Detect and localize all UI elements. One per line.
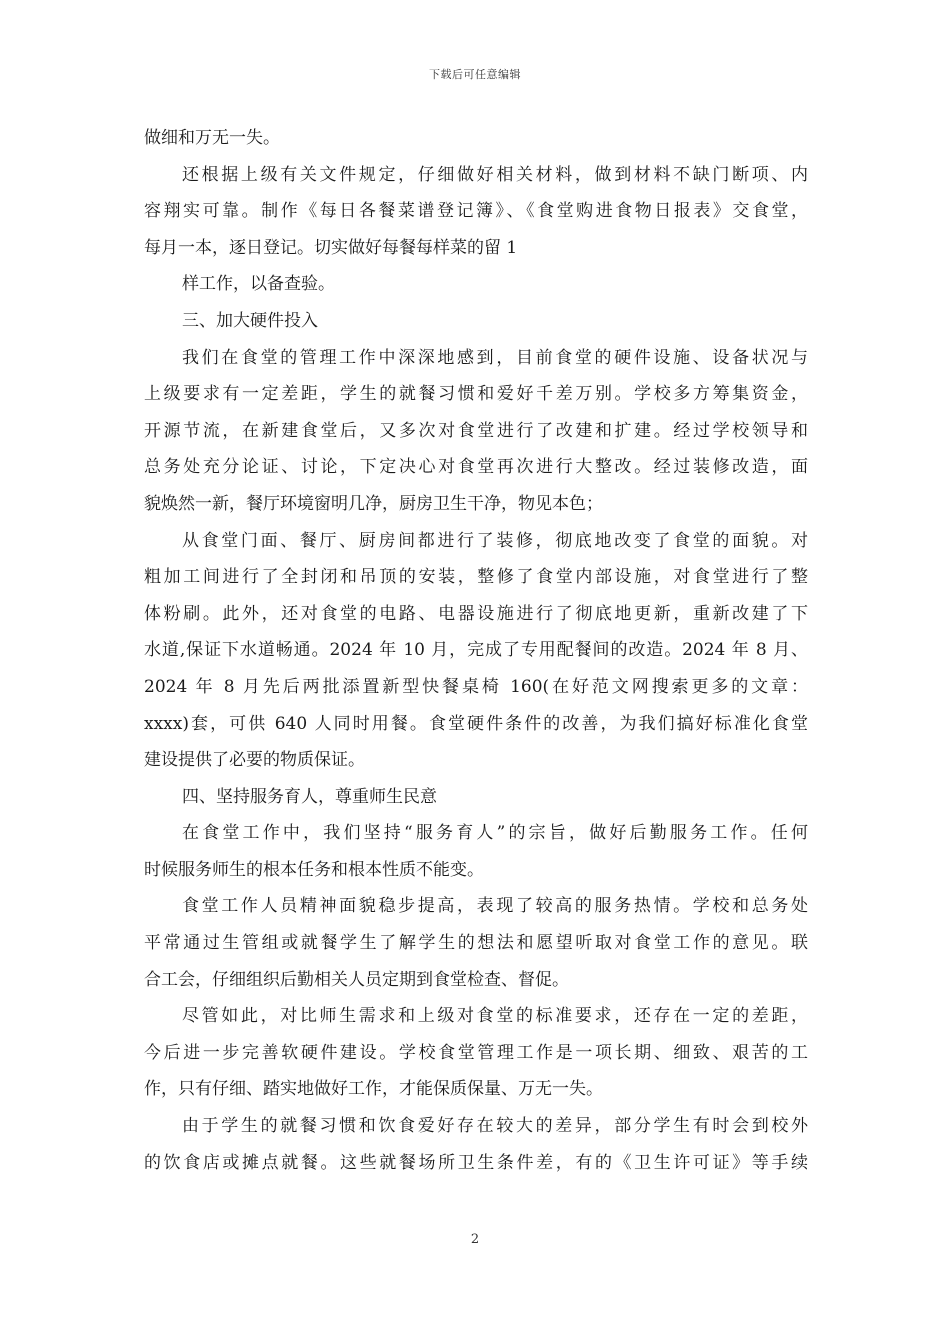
text-line: 上级要求有一定差距，学生的就餐习惯和爱好千差万别。学校多方筹集资金， (144, 384, 808, 405)
text-line: 开源节流，在新建食堂后，又多次对食堂进行了改建和扩建。经过学校领导和 (144, 420, 808, 441)
text-line: 作，只有仔细、踏实地做好工作，才能保质保量、万无一失。 (144, 1079, 603, 1100)
text-line: 建设提供了必要的物质保证。 (144, 750, 365, 771)
text-line: 时候服务师生的根本任务和根本性质不能变。 (144, 859, 484, 880)
text-line: 还根据上级有关文件规定，仔细做好相关材料，做到材料不缺门断项、内 (182, 164, 808, 185)
text-line: 2024 年 8 月先后两批添置新型快餐桌椅 160(在好范文网搜索更多的文章： (144, 676, 808, 697)
text-line: 尽管如此，对比师生需求和上级对食堂的标准要求，还存在一定的差距， (182, 1006, 808, 1027)
page-header: 下载后可任意编辑 (429, 68, 521, 81)
page-number: 2 (470, 1232, 480, 1247)
text-line: xxxx)套，可供 640 人同时用餐。食堂硬件条件的改善，为我们搞好标准化食堂 (144, 713, 808, 734)
text-line: 做细和万无一失。 (144, 128, 280, 148)
text-line: 样工作，以备查验。 (182, 274, 335, 295)
text-line: 水道,保证下水道畅通。2024 年 10 月，完成了专用配餐间的改造。2024 年 8 月、 (144, 640, 808, 661)
text-line: 体粉刷。此外，还对食堂的电路、电器设施进行了彻底地更新，重新改建了下 (144, 603, 808, 624)
text-line: 三、加大硬件投入 (182, 310, 318, 331)
text-line: 的饮食店或摊点就餐。这些就餐场所卫生条件差，有的《卫生许可证》等手续 (144, 1152, 808, 1173)
text-line: 我们在食堂的管理工作中深深地感到，目前食堂的硬件设施、设备状况与 (182, 347, 808, 368)
text-line: 从食堂门面、餐厅、厨房间都进行了装修，彻底地改变了食堂的面貌。对 (182, 530, 808, 551)
text-line: 貌焕然一新，餐厅环境窗明几净，厨房卫生干净，物见本色； (144, 493, 603, 514)
text-line: 粗加工间进行了全封闭和吊顶的安装，整修了食堂内部设施，对食堂进行了整 (144, 567, 808, 588)
document-body (144, 120, 808, 1181)
text-line: 食堂工作人员精神面貌稳步提高，表现了较高的服务热情。学校和总务处 (182, 896, 808, 917)
text-line: 今后进一步完善软硬件建设。学校食堂管理工作是一项长期、细致、艰苦的工 (144, 1042, 808, 1063)
text-line: 容翔实可靠。制作《每日各餐菜谱登记簿》、《食堂购进食物日报表》交食堂， (144, 201, 808, 222)
text-line: 合工会，仔细组织后勤相关人员定期到食堂检查、督促。 (144, 969, 569, 990)
text-line: 总务处充分论证、讨论，下定决心对食堂再次进行大整改。经过装修改造，面 (144, 457, 808, 478)
text-line: 平常通过生管组或就餐学生了解学生的想法和愿望听取对食堂工作的意见。联 (144, 933, 808, 954)
text-line: 由于学生的就餐习惯和饮食爱好存在较大的差异，部分学生有时会到校外 (182, 1116, 808, 1137)
text-line: 在食堂工作中，我们坚持“服务育人”的宗旨，做好后勤服务工作。任何 (182, 823, 808, 844)
text-line: 每月一本，逐日登记。切实做好每餐每样菜的留 1 (144, 237, 518, 258)
text-line: 四、坚持服务育人，尊重师生民意 (182, 786, 437, 807)
